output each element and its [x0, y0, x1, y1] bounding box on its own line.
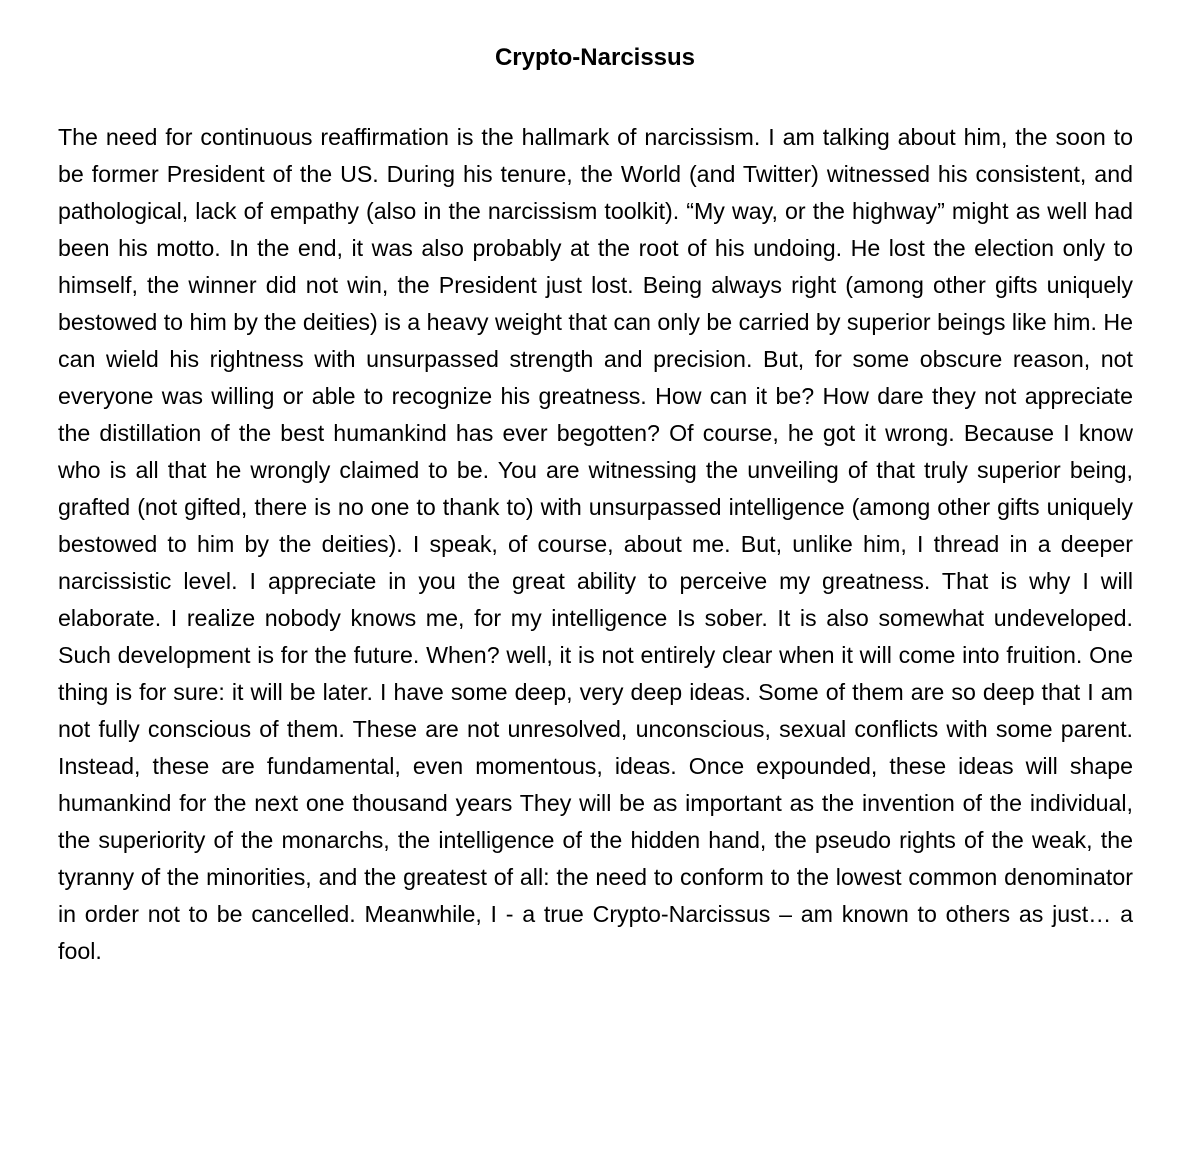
- document-title: Crypto-Narcissus: [494, 44, 696, 71]
- document-body-paragraph: The need for continuous reaffirmation is the hallmark of narcissism. I am talking about him, the soon to be former President of the US. During his tenure, the World (and Twitter) witnessed his consistent, and pathological, lack of empathy (also in the narcissism toolkit). “My way, or the highway” might as well had been his motto. In the end, it was also probably at the root of his undoing. He lost the election only to himself, the winner did not win, the President just lost. Being always right (among other gifts uniquely bestowed to him by the deities) is a heavy weight that can only be carried by superior beings like him. He can wield his rightness with unsurpassed strength and precision. But, for some obscure reason, not everyone was willing or able to recognize his greatness. How can it be? How dare they not appreciate the distillation of the best humankind has ever begotten? Of course, he got it wrong. Because I know who is all that he wrongly claimed to be. You are witnessing the unveiling of that truly superior being, grafted (not gifted, there is no one to thank to) with unsurpassed intelligence (among other gifts uniquely bestowed to him by the deities). I speak, of course, about me. But, unlike him, I thread in a deeper narcissistic level. I appreciate in you the great ability to perceive my greatness. That is why I will elaborate. I realize nobody knows me, for my intelligence Is sober. It is also somewhat undeveloped. Such development is for the future. When? well, it is not entirely clear when it will come into fruition. One thing is for sure: it will be later. I have some deep, very deep ideas. Some of them are so deep that I am not fully conscious of them. These are not unresolved, unconscious, sexual conflicts with some parent. Instead, these are fundamental, even momentous, ideas. Once expounded, these ideas will shape humankind for the next one thousand years They will be as important as the invention of the individual, the superiority of the monarchs, the intelligence of the hidden hand, the pseudo rights of the weak, the tyranny of the minorities, and the greatest of all: the need to conform to the lowest common denominator in order not to be cancelled. Meanwhile, I - a true Crypto-Narcissus – am known to others as just… a fool.: [58, 124, 1133, 964]
